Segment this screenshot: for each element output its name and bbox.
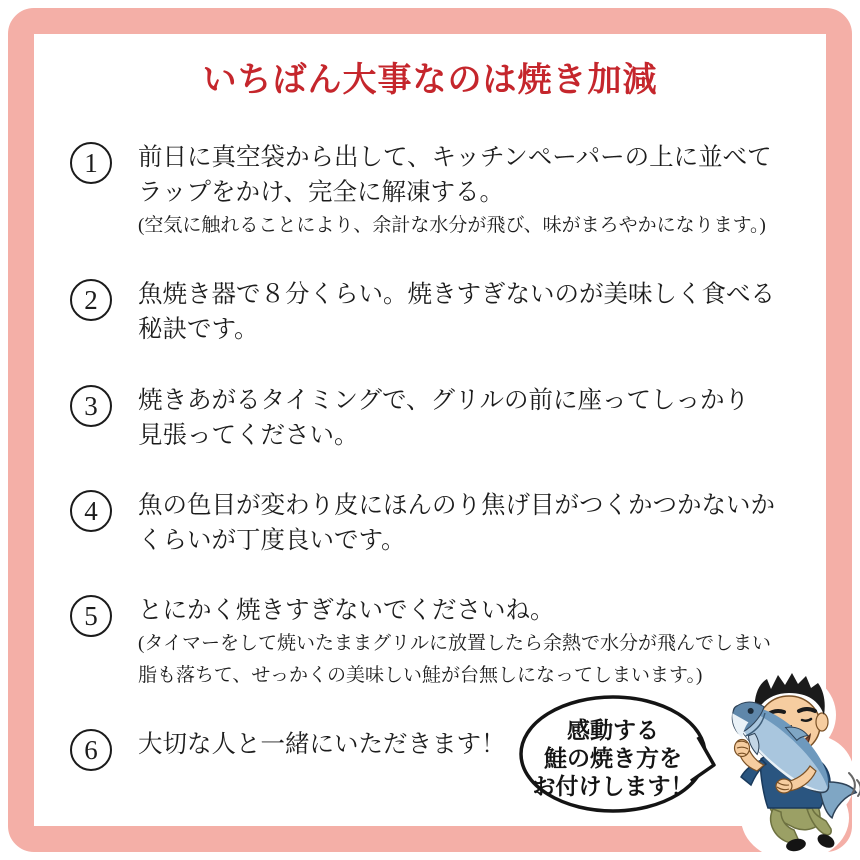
step-4 xyxy=(70,488,794,558)
step-number-badge: 1 xyxy=(70,142,112,184)
step-note-line: (空気に触れることにより、余計な水分が飛び、味がまろやかになります。) xyxy=(138,215,766,236)
step-text-line: 秘訣です。 xyxy=(138,316,259,343)
step-1 xyxy=(70,140,794,242)
step-note-line: 脂も落ちて、せっかくの美味しい鮭が台無しになってしまいます。) xyxy=(138,665,703,686)
step-number-badge: 4 xyxy=(70,490,112,532)
step-text-line: とにかく焼きすぎないでくださいね。 xyxy=(138,597,555,624)
step-number-badge: 3 xyxy=(70,385,112,427)
step-text-line: 魚焼き器で８分くらい。焼きすぎないのが美味しく食べる xyxy=(138,281,775,308)
step-text-line: 大切な人と一緒にいただきます！ xyxy=(138,731,506,758)
page-title: いちばん大事なのは焼き加減 xyxy=(202,61,658,99)
step-number-badge: 2 xyxy=(70,279,112,321)
step-text-line: 前日に真空袋から出して、キッチンペーパーの上に並べて xyxy=(138,144,772,171)
step-2 xyxy=(70,277,794,347)
bubble-text-line: 鮭の焼き方を xyxy=(544,745,682,771)
step-number-badge: 5 xyxy=(70,595,112,637)
step-text-line: 魚の色目が変わり皮にほんのり焦げ目がつくかつかないか xyxy=(138,492,775,519)
bubble-text-line: お付けします！ xyxy=(532,773,694,799)
step-note-line: (タイマーをして焼いたままグリルに放置したら余熱で水分が飛んでしまい xyxy=(138,633,771,654)
step-number-badge: 6 xyxy=(70,729,112,771)
bubble-text-line: 感動する xyxy=(567,717,659,743)
step-3 xyxy=(70,383,794,453)
step-text-line: ラップをかけ、完全に解凍する。 xyxy=(138,179,505,206)
speech-bubble-text xyxy=(521,716,705,800)
step-text-line: くらいが丁度良いです。 xyxy=(138,527,406,554)
ear xyxy=(816,713,828,731)
step-text-line: 見張ってください。 xyxy=(138,422,359,449)
step-text-line: 焼きあがるタイミングで、グリルの前に座ってしっかり xyxy=(138,387,750,414)
